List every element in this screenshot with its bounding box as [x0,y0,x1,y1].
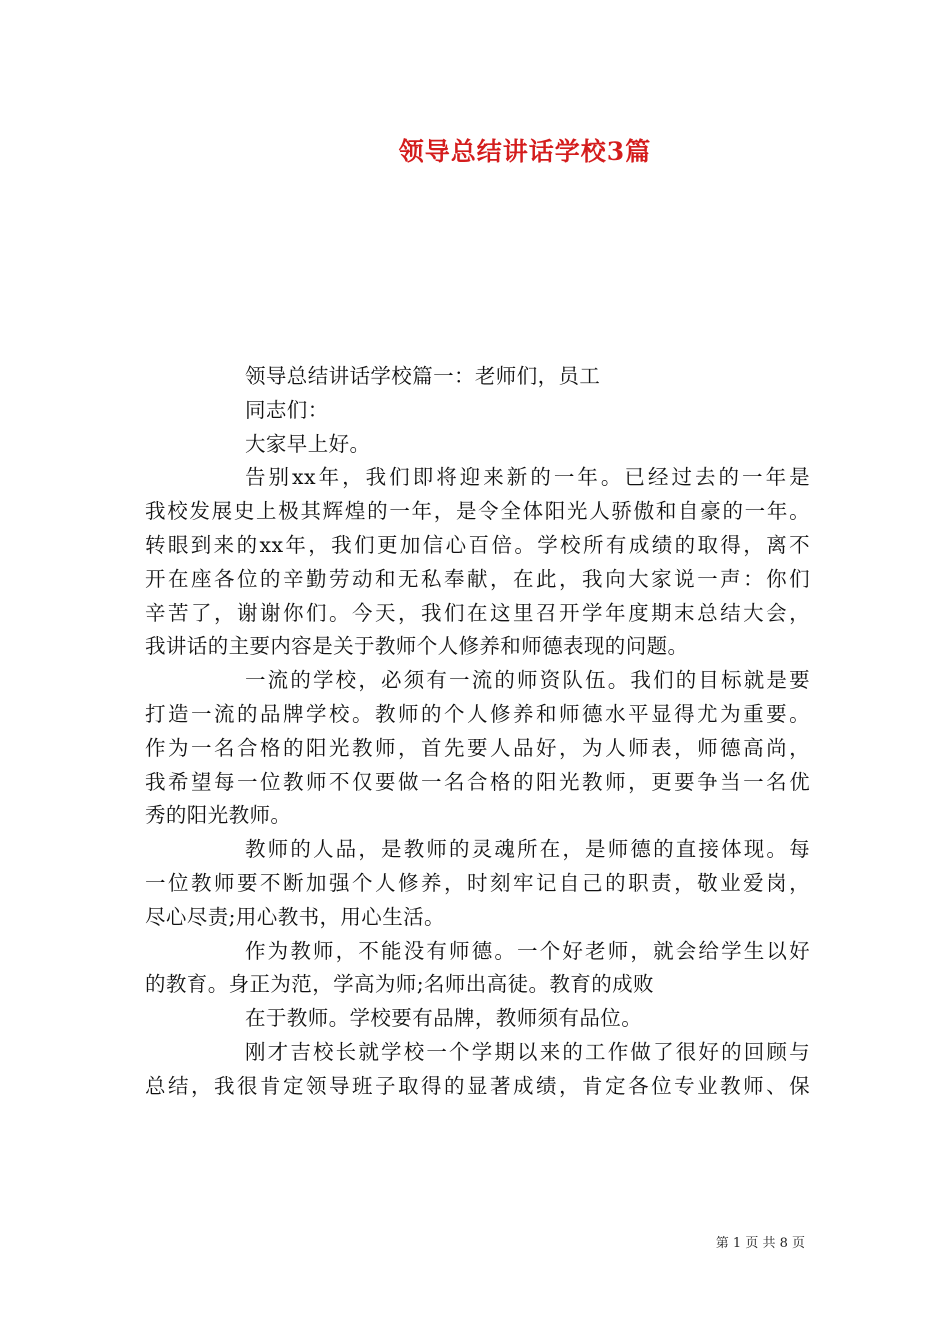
text-line: 作为一名合格的阳光教师，首先要人品好，为人师表，师德高尚， [145,735,810,760]
text-line: 我希望每一位教师不仅要做一名合格的阳光教师，更要争当一名优 [145,769,810,794]
text-line: 作为教师，不能没有师德。一个好老师，就会给学生以好 [245,938,810,963]
text-line: 一位教师要不断加强个人修养，时刻牢记自己的职责，敬业爱岗， [145,870,810,895]
text-line: 尽心尽责;用心教书，用心生活。 [145,904,445,929]
text-line: 告别xx年，我们即将迎来新的一年。已经过去的一年是 [245,465,810,490]
text-line: 在于教师。学校要有品牌，教师须有品位。 [245,1006,643,1031]
text-line: 打造一流的品牌学校。教师的个人修养和师德水平显得尤为重要。 [145,701,810,726]
text-line: 一流的学校，必须有一流的师资队伍。我们的目标就是要 [245,668,810,693]
document-title: 领导总结讲话学校3篇 [398,137,652,166]
text-line: 转眼到来的xx年，我们更加信心百倍。学校所有成绩的取得，离不 [145,532,810,557]
page-footer: 第 1 页 共 8 页 [715,1236,805,1251]
text-line: 辛苦了，谢谢你们。今天，我们在这里召开学年度期末总结大会， [145,600,810,625]
text-line: 刚才吉校长就学校一个学期以来的工作做了很好的回顾与 [245,1039,810,1064]
text-line: 我讲话的主要内容是关于教师个人修养和师德表现的问题。 [145,634,689,659]
document-body [145,360,810,1104]
text-line: 秀的阳光教师。 [145,803,292,828]
text-line: 领导总结讲话学校篇一：老师们，员工 [245,364,601,388]
text-line: 大家早上好。 [245,431,371,456]
text-line: 同志们： [245,397,329,422]
text-line: 的教育。身正为范，学高为师;名师出高徒。教育的成败 [145,972,654,997]
text-line: 总结，我很肯定领导班子取得的显著成绩，肯定各位专业教师、保 [145,1073,810,1098]
text-line: 开在座各位的辛勤劳动和无私奉献，在此，我向大家说一声：你们 [145,566,810,591]
text-line: 教师的人品，是教师的灵魂所在，是师德的直接体现。每 [245,837,810,862]
text-line: 我校发展史上极其辉煌的一年，是令全体阳光人骄傲和自豪的一年。 [145,499,810,524]
